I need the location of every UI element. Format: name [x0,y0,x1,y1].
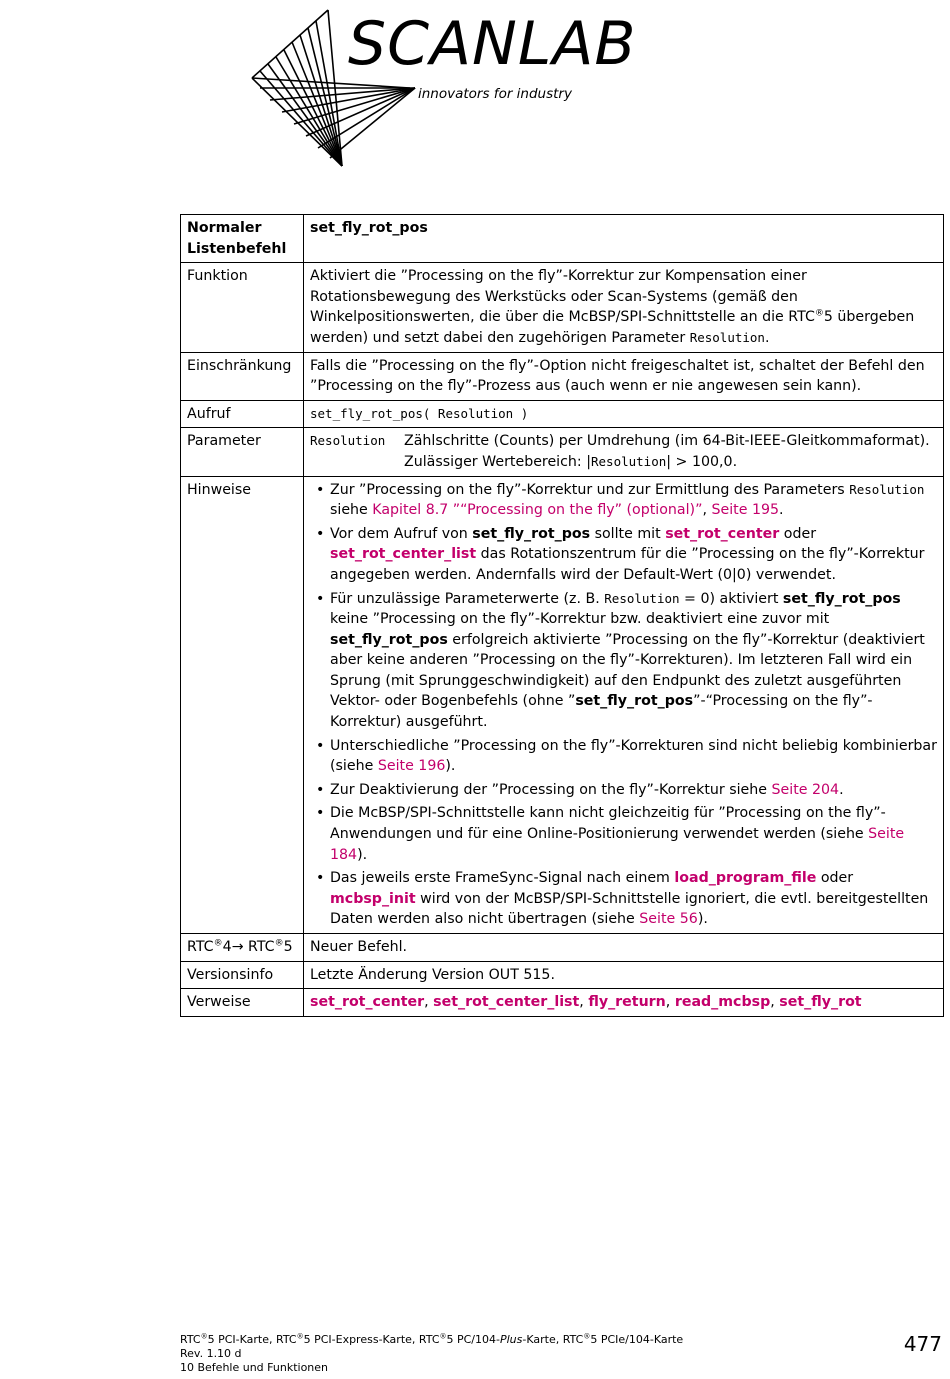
row-references [181,989,944,1017]
ref-link[interactable]: fly_return [588,994,666,1011]
link-seite-56[interactable]: Seite 56 [639,911,698,928]
label-references: Verweise [181,989,304,1017]
link-mcbsp-init[interactable]: mcbsp_init [330,890,416,907]
parameter-name: Resolution [310,433,386,449]
references-cell: set_rot_center, set_rot_center_list, fly_return, read_mcbsp, set_fly_rot [304,989,944,1017]
page-footer [180,1333,683,1375]
label-notes: Hinweise [181,476,304,933]
row-restriction [181,352,944,400]
row-notes [181,476,944,933]
note-item: • Für unzulässige Parameterwerte (z. B. Resolution = 0) aktiviert set_fly_rot_pos keine ”Processing on the fly”-Korrektur bzw. deaktiviert eine zuvor mit set_fly_rot_pos erfolgreich aktivierte ”Processing on the fly”-Korrektur (deaktiviert aber keine anderen ”Processing on the fly”-Korrekturen). Im letzteren Fall wird ein Sprung (mit Sprunggeschwindigkeit) auf den Endpunkt des zuletzt ausgeführten Vektor- oder Bogenbefehls (ohne ”set_fly_rot_pos”-“Processing on the fly”-Korrektur) ausgeführt. [310,589,937,733]
label-version: Versionsinfo [181,961,304,989]
label-function: Funktion [181,263,304,352]
note-item: • Das jeweils erste FrameSync-Signal nach einem load_program_file oder mcbsp_init wird von der McBSP/SPI-Schnittstelle ignoriert, die evtl. bereitgestellten Daten werden also nicht übertragen (siehe Seite 56). [310,868,937,930]
parameter-cell [304,428,944,476]
arrow-right-icon: → [231,939,244,955]
link-set-rot-center[interactable]: set_rot_center [665,525,780,542]
footer-chapter: 10 Befehle und Funktionen [180,1361,329,1374]
label-call: Aufruf [181,400,304,428]
label-command-type: Normaler Listenbefehl [181,215,304,263]
label-parameter: Parameter [181,428,304,476]
ref-link[interactable]: set_fly_rot [779,994,862,1011]
command-spec-table [180,214,944,1017]
link-set-rot-center-list[interactable]: set_rot_center_list [330,546,477,563]
footer-revision: Rev. 1.10 d [180,1347,242,1360]
ref-link[interactable]: read_mcbsp [674,994,771,1011]
row-command [181,215,944,263]
function-text: Aktiviert die ”Processing on the fly”-Korrektur zur Kompensation einer Rotationsbewegung des Werkstücks oder Scan-Systems (gemäß den Winkelpositionswerten, die über die McBSP/SPI-Schnittstelle an die RTC®5 übergeben werden) und setzt dabei den zugehörigen Parameter Resolution. [304,263,944,352]
note-item: • Die McBSP/SPI-Schnittstelle kann nicht gleichzeitig für ”Processing on the fly”-Anwendungen und für eine Online-Positionierung verwendet werden (siehe Seite 184). [310,803,937,865]
notes-cell [304,476,944,933]
note-item: • Zur Deaktivierung der ”Processing on the fly”-Korrektur siehe Seite 204. [310,780,937,801]
row-parameter [181,428,944,476]
parameter-description: Zählschritte (Counts) per Umdrehung (im 64-Bit-IEEE-Gleitkommaformat). Zulässiger Wertebereich: |Resolution| > 100,0. [404,433,930,470]
row-version [181,961,944,989]
scanlab-logo [250,8,710,168]
row-function [181,263,944,352]
logo-tagline: innovators for industry [418,86,572,102]
link-seite-184[interactable]: Seite 184 [330,826,905,863]
row-rtc-compat [181,934,944,962]
version-text: Letzte Änderung Version OUT 515. [304,961,944,989]
call-syntax: set_fly_rot_pos( Resolution ) [304,400,944,428]
link-seite-196[interactable]: Seite 196 [377,758,446,775]
ref-link[interactable]: set_rot_center [310,994,425,1011]
label-restriction: Einschränkung [181,352,304,400]
note-item: • Zur ”Processing on the fly”-Korrektur und zur Ermittlung des Parameters Resolution siehe Kapitel 8.7 ”“Processing on the fly” (optional)”, Seite 195. [310,480,937,521]
note-item: • Unterschiedliche ”Processing on the fly”-Korrekturen sind nicht beliebig kombinierbar (siehe Seite 196). [310,736,937,777]
link-load-program-file[interactable]: load_program_file [674,870,817,887]
restriction-text: Falls die ”Processing on the fly”-Option nicht freigeschaltet ist, schaltet der Befehl den ”Processing on the fly”-Prozess aus (auch wenn er nie angewesen sein kann). [304,352,944,400]
link-kapitel-8-7[interactable]: Kapitel 8.7 ”“Processing on the fly” (optional)” [372,502,703,519]
label-rtc-compat: RTC®4→ RTC®5 [181,934,304,962]
rtc-compat-text: Neuer Befehl. [304,934,944,962]
row-call [181,400,944,428]
note-item: • Vor dem Aufruf von set_fly_rot_pos sollte mit set_rot_center oder set_rot_center_list das Rotationszentrum für die ”Processing on the fly”-Korrektur angegeben werden. Andernfalls wird der Default-Wert (0|0) verwendet. [310,524,937,586]
logo-wordmark: SCANLAB [348,9,637,79]
command-name: set_fly_rot_pos [304,215,944,263]
link-seite-195[interactable]: Seite 195 [711,502,780,519]
ref-link[interactable]: set_rot_center_list [433,994,580,1011]
footer-product-line: RTC®5 PCI-Karte, RTC®5 PCI-Express-Karte, RTC®5 PC/104-Plus-Karte, RTC®5 PCIe/104-Karte [180,1332,684,1346]
page-number: 477 [903,1332,942,1356]
link-seite-204[interactable]: Seite 204 [771,781,840,798]
